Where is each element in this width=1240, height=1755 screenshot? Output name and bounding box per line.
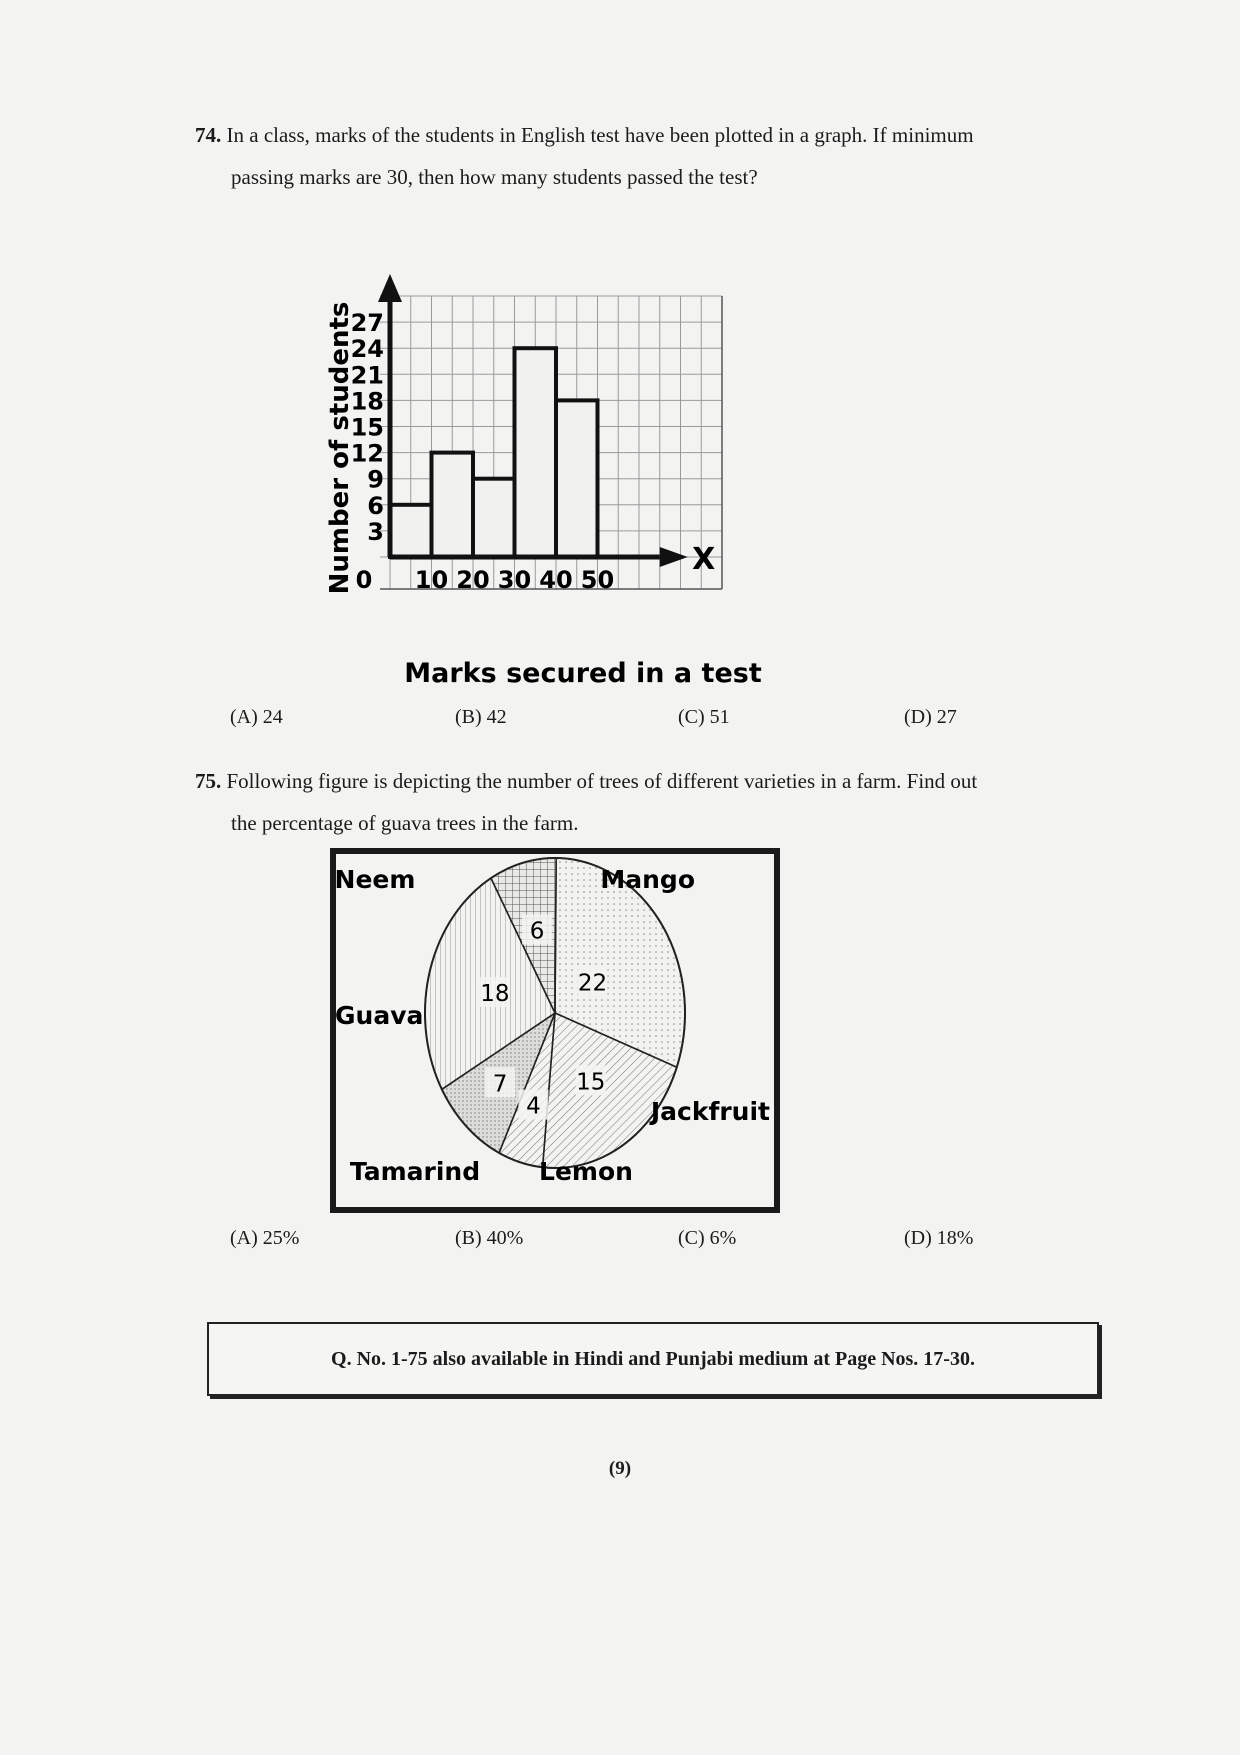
y-tick-label: 18	[350, 387, 384, 416]
pie-value-label: 15	[576, 1069, 606, 1096]
pie-chart	[330, 848, 780, 1213]
y-axis-arrow	[378, 274, 402, 302]
option-b[interactable]: (B) 42	[455, 706, 507, 728]
option-a[interactable]: (A) 25%	[230, 1227, 300, 1249]
y-tick-label: 3	[367, 517, 384, 546]
x-tick-label: 20	[456, 566, 490, 594]
question-75	[195, 760, 1155, 844]
medium-availability-note: Q. No. 1-75 also available in Hindi and Punjabi medium at Page Nos. 17-30.	[207, 1322, 1099, 1396]
x-tick-label: 0	[355, 566, 373, 594]
histogram-bar	[473, 479, 515, 557]
y-tick-label: 15	[350, 413, 384, 442]
pie-slices	[425, 858, 685, 1168]
pie-value-label: 18	[480, 981, 510, 1008]
pie-value-label: 7	[492, 1071, 508, 1098]
q75-options	[230, 1227, 1050, 1257]
option-d[interactable]: (D) 27	[904, 706, 957, 728]
x-axis-arrow	[660, 547, 688, 567]
y-axis-label: Number of students	[325, 301, 355, 595]
pie-value-label: 4	[526, 1093, 541, 1120]
question-number: 75.	[195, 769, 222, 793]
pie-value-label: 22	[577, 970, 608, 997]
q74-options	[230, 706, 1050, 736]
y-tick-label: 24	[350, 335, 384, 364]
y-tick-label: 12	[350, 439, 384, 468]
pie-category-label: Guava	[335, 1001, 424, 1030]
x-tick-label: 50	[580, 566, 615, 594]
question-text-line1: Following figure is depicting the number of trees of different varieties in a farm. Find out	[226, 769, 978, 793]
pie-value-label: 6	[529, 918, 545, 945]
pie-category-label: Jackfruit	[650, 1097, 770, 1126]
histogram-bar	[515, 348, 557, 557]
histogram-bar	[390, 505, 432, 557]
y-tick-label: 21	[350, 361, 384, 390]
option-c[interactable]: (C) 6%	[678, 1227, 737, 1249]
page-number: (9)	[608, 1458, 632, 1479]
question-text-line1: In a class, marks of the students in English test have been plotted in a graph. If minimum	[226, 123, 974, 147]
pie-category-label: Lemon	[539, 1157, 633, 1186]
y-tick-label: 9	[367, 465, 384, 494]
option-a[interactable]: (A) 24	[230, 706, 283, 728]
question-74	[195, 114, 1155, 198]
histogram-bar	[432, 453, 474, 557]
y-tick-label: 6	[367, 491, 384, 520]
option-d[interactable]: (D) 18%	[904, 1227, 974, 1249]
x-axis-letter: X	[692, 542, 716, 577]
pie-category-label: Tamarind	[349, 1157, 481, 1186]
x-tick-label: 30	[497, 566, 532, 594]
question-text-line2: passing marks are 30, then how many students passed the test?	[231, 165, 758, 189]
x-axis-label: Marks secured in a test	[404, 658, 762, 689]
x-tick-label: 40	[539, 566, 573, 594]
histogram-chart	[300, 195, 830, 705]
pie-category-label: Mango	[600, 865, 695, 894]
y-tick-label: 27	[350, 309, 384, 338]
question-number: 74.	[195, 123, 222, 147]
histogram-bar	[556, 400, 598, 557]
x-tick-label: 10	[414, 566, 449, 594]
pie-category-label: Neem	[334, 865, 416, 894]
option-c[interactable]: (C) 51	[678, 706, 730, 728]
option-b[interactable]: (B) 40%	[455, 1227, 524, 1249]
question-text-line2: the percentage of guava trees in the farm.	[231, 811, 579, 835]
